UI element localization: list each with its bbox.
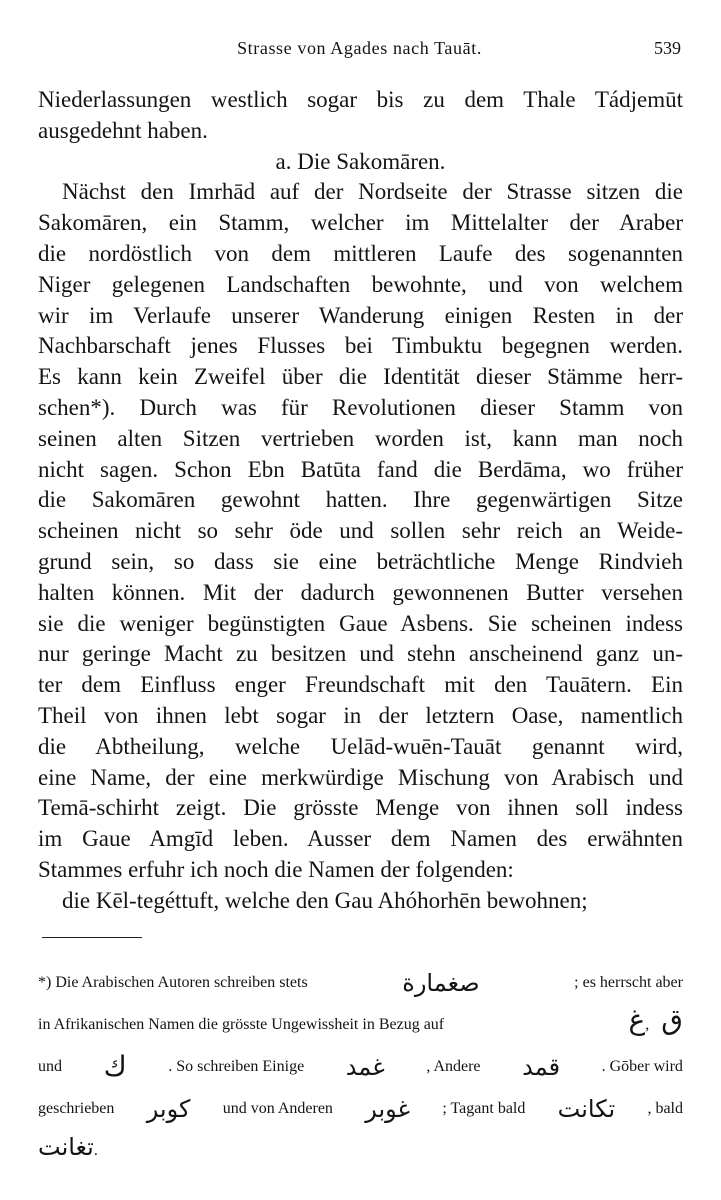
arabic-letter: ك	[103, 1050, 127, 1083]
text-line: ter dem Einfluss enger Freundschaft mit den Tauātern. Ein	[38, 672, 683, 698]
text-line: die Sakomāren gewohnt hatten. Ihre gegenwärtigen Sitze	[38, 487, 683, 513]
body-text	[38, 85, 683, 917]
footnote-text: ; Tagant bald	[442, 1100, 526, 1117]
page-number: 539	[654, 38, 681, 58]
text-line: Es kann kein Zweifel über die Identität dieser Stämme herr-	[38, 364, 683, 390]
text-line: eine Name, der eine merkwürdige Mischung von Arabisch und	[38, 764, 683, 790]
page-header	[38, 38, 681, 66]
arabic-letter: غ	[628, 1003, 646, 1036]
text-line: Theil von ihnen lebt sogar in der letztern Oase, namentlich	[38, 702, 683, 728]
footnote-text: ,	[645, 1016, 650, 1033]
footnote-text: , Andere	[426, 1058, 481, 1075]
footnote-text: . So schreiben Einige	[168, 1058, 305, 1075]
text-line: die nordöstlich von dem mittleren Laufe des sogenannten	[38, 240, 683, 266]
text-line: schen*). Durch was für Revolutionen dieser Stamm von	[38, 394, 683, 420]
footnote-line	[38, 1004, 683, 1046]
arabic-word: قمد	[522, 1053, 561, 1081]
footnote-line	[38, 962, 683, 1004]
section-heading: a. Die Sakomāren.	[275, 148, 446, 174]
arabic-word: غمد	[345, 1053, 385, 1081]
text-line: wir im Verlaufe unserer Wanderung einigen Resten in der	[38, 302, 683, 328]
text-line: Nachbarschaft jenes Flusses bei Timbuktu begegnen werden.	[38, 333, 683, 359]
footnote-text: und von Anderen	[222, 1100, 333, 1117]
text-line: Niederlassungen westlich sogar bis zu dem Thale Tádjemūt	[38, 87, 683, 112]
text-line: seinen alten Sitzen vertrieben worden ist, kann man noch	[38, 425, 683, 451]
text-line: Sakomāren, ein Stamm, welcher im Mittelalter der Araber	[38, 210, 683, 236]
text-line: nicht sagen. Schon Ebn Batūta fand die Berdāma, wo früher	[38, 456, 683, 482]
text-line: sie die weniger begünstigten Gaue Asbens. Sie scheinen indess	[38, 610, 683, 636]
footnote-text: *) Die Arabischen Autoren schreiben stets	[38, 974, 308, 991]
text-line: ausgedehnt haben.	[38, 117, 208, 143]
text-line: Nächst den Imrhād auf der Nordseite der Strasse sitzen die	[62, 179, 683, 205]
text-line: halten können. Mit der dadurch gewonnenen Butter versehen	[38, 579, 683, 605]
footnote-text: .	[93, 1142, 98, 1159]
footnote-text: geschrieben	[38, 1100, 115, 1117]
text-line: die Abtheilung, welche Uelād-wuēn-Tauāt genannt wird,	[38, 733, 683, 759]
arabic-letter: ق	[661, 1003, 683, 1036]
footnote-text: , bald	[647, 1100, 683, 1117]
text-line: scheinen nicht so sehr öde und sollen sehr reich an Weide-	[38, 518, 683, 544]
footnote-rule	[42, 937, 142, 938]
arabic-word: صغمارة	[402, 969, 480, 997]
text-line: die Kēl-tegéttuft, welche den Gau Ahóhorhēn bewohnen;	[62, 887, 588, 913]
arabic-letters	[629, 1004, 683, 1046]
text-line: Temā-schirht zeigt. Die grösste Menge von ihnen soll indess	[38, 795, 683, 821]
footnote-text: ; es herrscht aber	[574, 974, 683, 991]
arabic-word: غوبر	[365, 1095, 411, 1123]
text-line: im Gaue Amgīd leben. Ausser dem Namen des erwähnten	[38, 826, 683, 852]
arabic-word: تغانت	[38, 1133, 94, 1161]
footnote	[38, 962, 683, 1172]
text-line: Stammes erfuhr ich noch die Namen der folgenden:	[38, 856, 514, 882]
footnote-line	[38, 1130, 683, 1172]
footnote-line	[38, 1046, 683, 1088]
footnote-line	[38, 1088, 683, 1130]
text-line: grund sein, so dass sie eine beträchtliche Menge Rindvieh	[38, 548, 683, 574]
footnote-text: in Afrikanischen Namen die grösste Ungewissheit in Bezug auf	[38, 1016, 445, 1033]
footnote-text: und	[38, 1058, 62, 1075]
footnote-text: . Gōber wird	[601, 1058, 683, 1075]
text-line: Niger gelegenen Landschaften bewohnte, und von welchem	[38, 271, 683, 297]
arabic-word: كوبر	[146, 1095, 191, 1123]
text-line: nur geringe Macht zu besitzen und stehn anscheinend ganz un-	[38, 641, 683, 667]
running-title: Strasse von Agades nach Tauāt.	[237, 38, 482, 58]
arabic-word: تكانت	[557, 1095, 616, 1123]
